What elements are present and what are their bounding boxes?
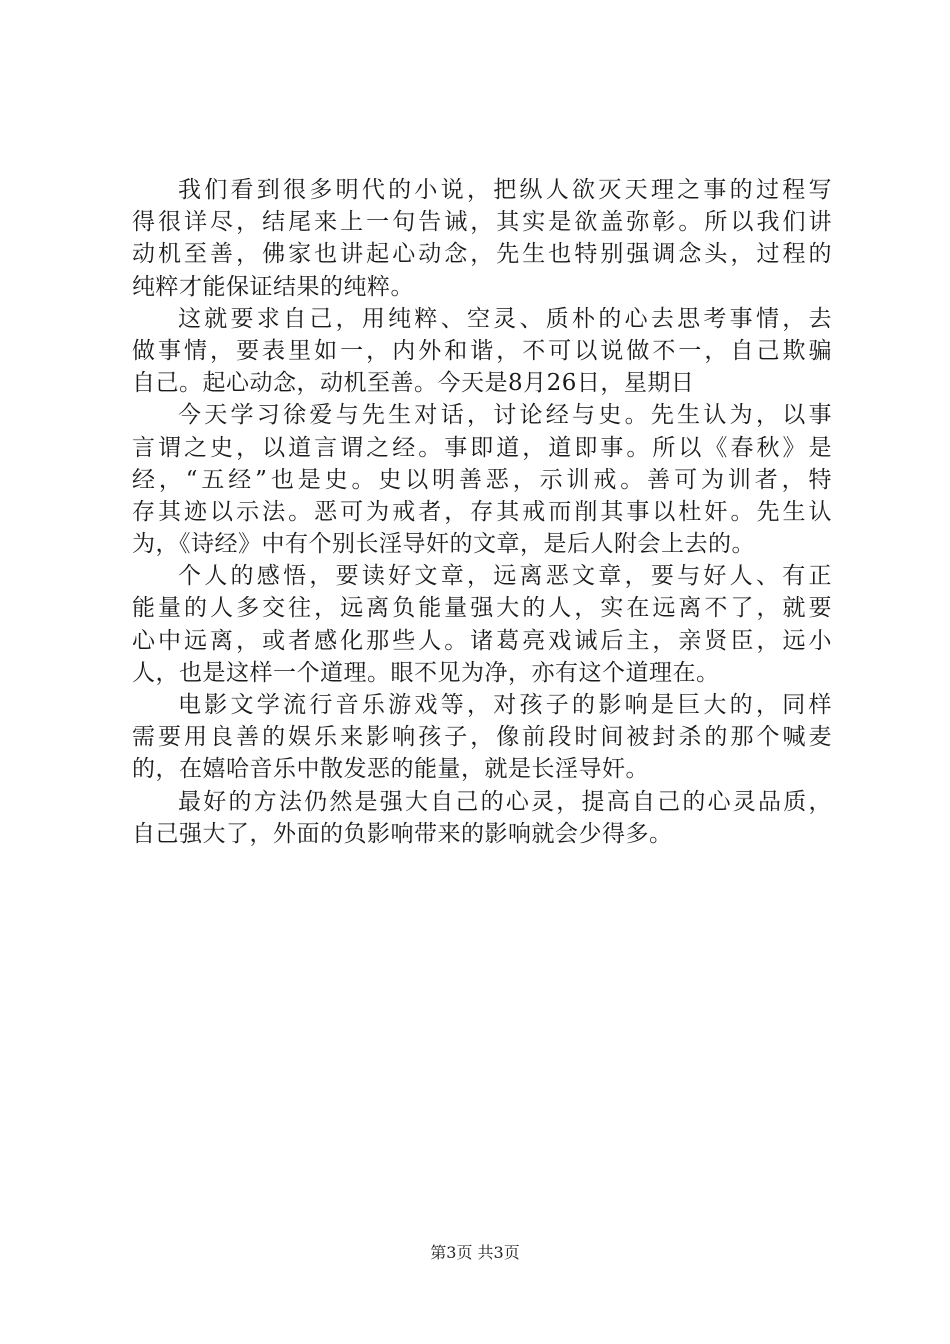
text-line: 存其迹以示法。恶可为戒者，存其戒而削其事以杜奸。先生认 — [132, 498, 832, 525]
text-line: 为，《诗经》中有个别长淫导奸的文章，是后人附会上去的。 — [132, 531, 755, 558]
text-line: 经，“五经”也是史。史以明善恶，示训戒。善可为训者，特 — [132, 466, 832, 493]
text-line: 这就要求自己，用纯粹、空灵、质朴的心去思考事情，去 — [178, 305, 832, 332]
text-line: 需要用良善的娱乐来影响孩子，像前段时间被封杀的那个喊麦 — [132, 724, 832, 751]
page-footer: 第3页 共3页 — [430, 1243, 520, 1262]
text-line: 个人的感悟，要读好文章，远离恶文章，要与好人、有正 — [178, 563, 832, 590]
text-line: 自己强大了，外面的负影响带来的影响就会少得多。 — [132, 820, 673, 847]
text-line: 心中远离，或者感化那些人。诸葛亮戏诫后主，亲贤臣，远小 — [132, 627, 832, 654]
text-line: 得很详尽，结尾来上一句告诫，其实是欲盖弥彰。所以我们讲 — [132, 209, 832, 236]
document-body — [132, 174, 832, 850]
text-line: 电影文学流行音乐游戏等，对孩子的影响是巨大的，同样 — [178, 692, 832, 718]
text-line: 人，也是这样一个道理。眼不见为净，亦有这个道理在。 — [132, 659, 720, 686]
text-line: 做事情，要表里如一，内外和谐，不可以说做不一，自己欺骗 — [132, 337, 832, 364]
text-line: 最好的方法仍然是强大自己的心灵，提高自己的心灵品质， — [178, 788, 832, 815]
text-line: 我们看到很多明代的小说，把纵人欲灭天理之事的过程写 — [178, 177, 832, 203]
text-line: 今天学习徐爱与先生对话，讨论经与史。先生认为，以事 — [178, 402, 832, 429]
text-line: 能量的人多交往，远离负能量强大的人，实在远离不了，就要 — [132, 595, 832, 622]
text-line: 言谓之史，以道言谓之经。事即道，道即事。所以《春秋》是 — [132, 434, 832, 461]
text-line: 纯粹才能保证结果的纯粹。 — [132, 273, 414, 300]
text-line: 动机至善，佛家也讲起心动念，先生也特别强调念头，过程的 — [132, 241, 832, 268]
text-line: 自己。起心动念，动机至善。今天是8月26日，星期日 — [132, 370, 695, 397]
text-line: 的，在嬉哈音乐中散发恶的能量，就是长淫导奸。 — [132, 756, 649, 783]
